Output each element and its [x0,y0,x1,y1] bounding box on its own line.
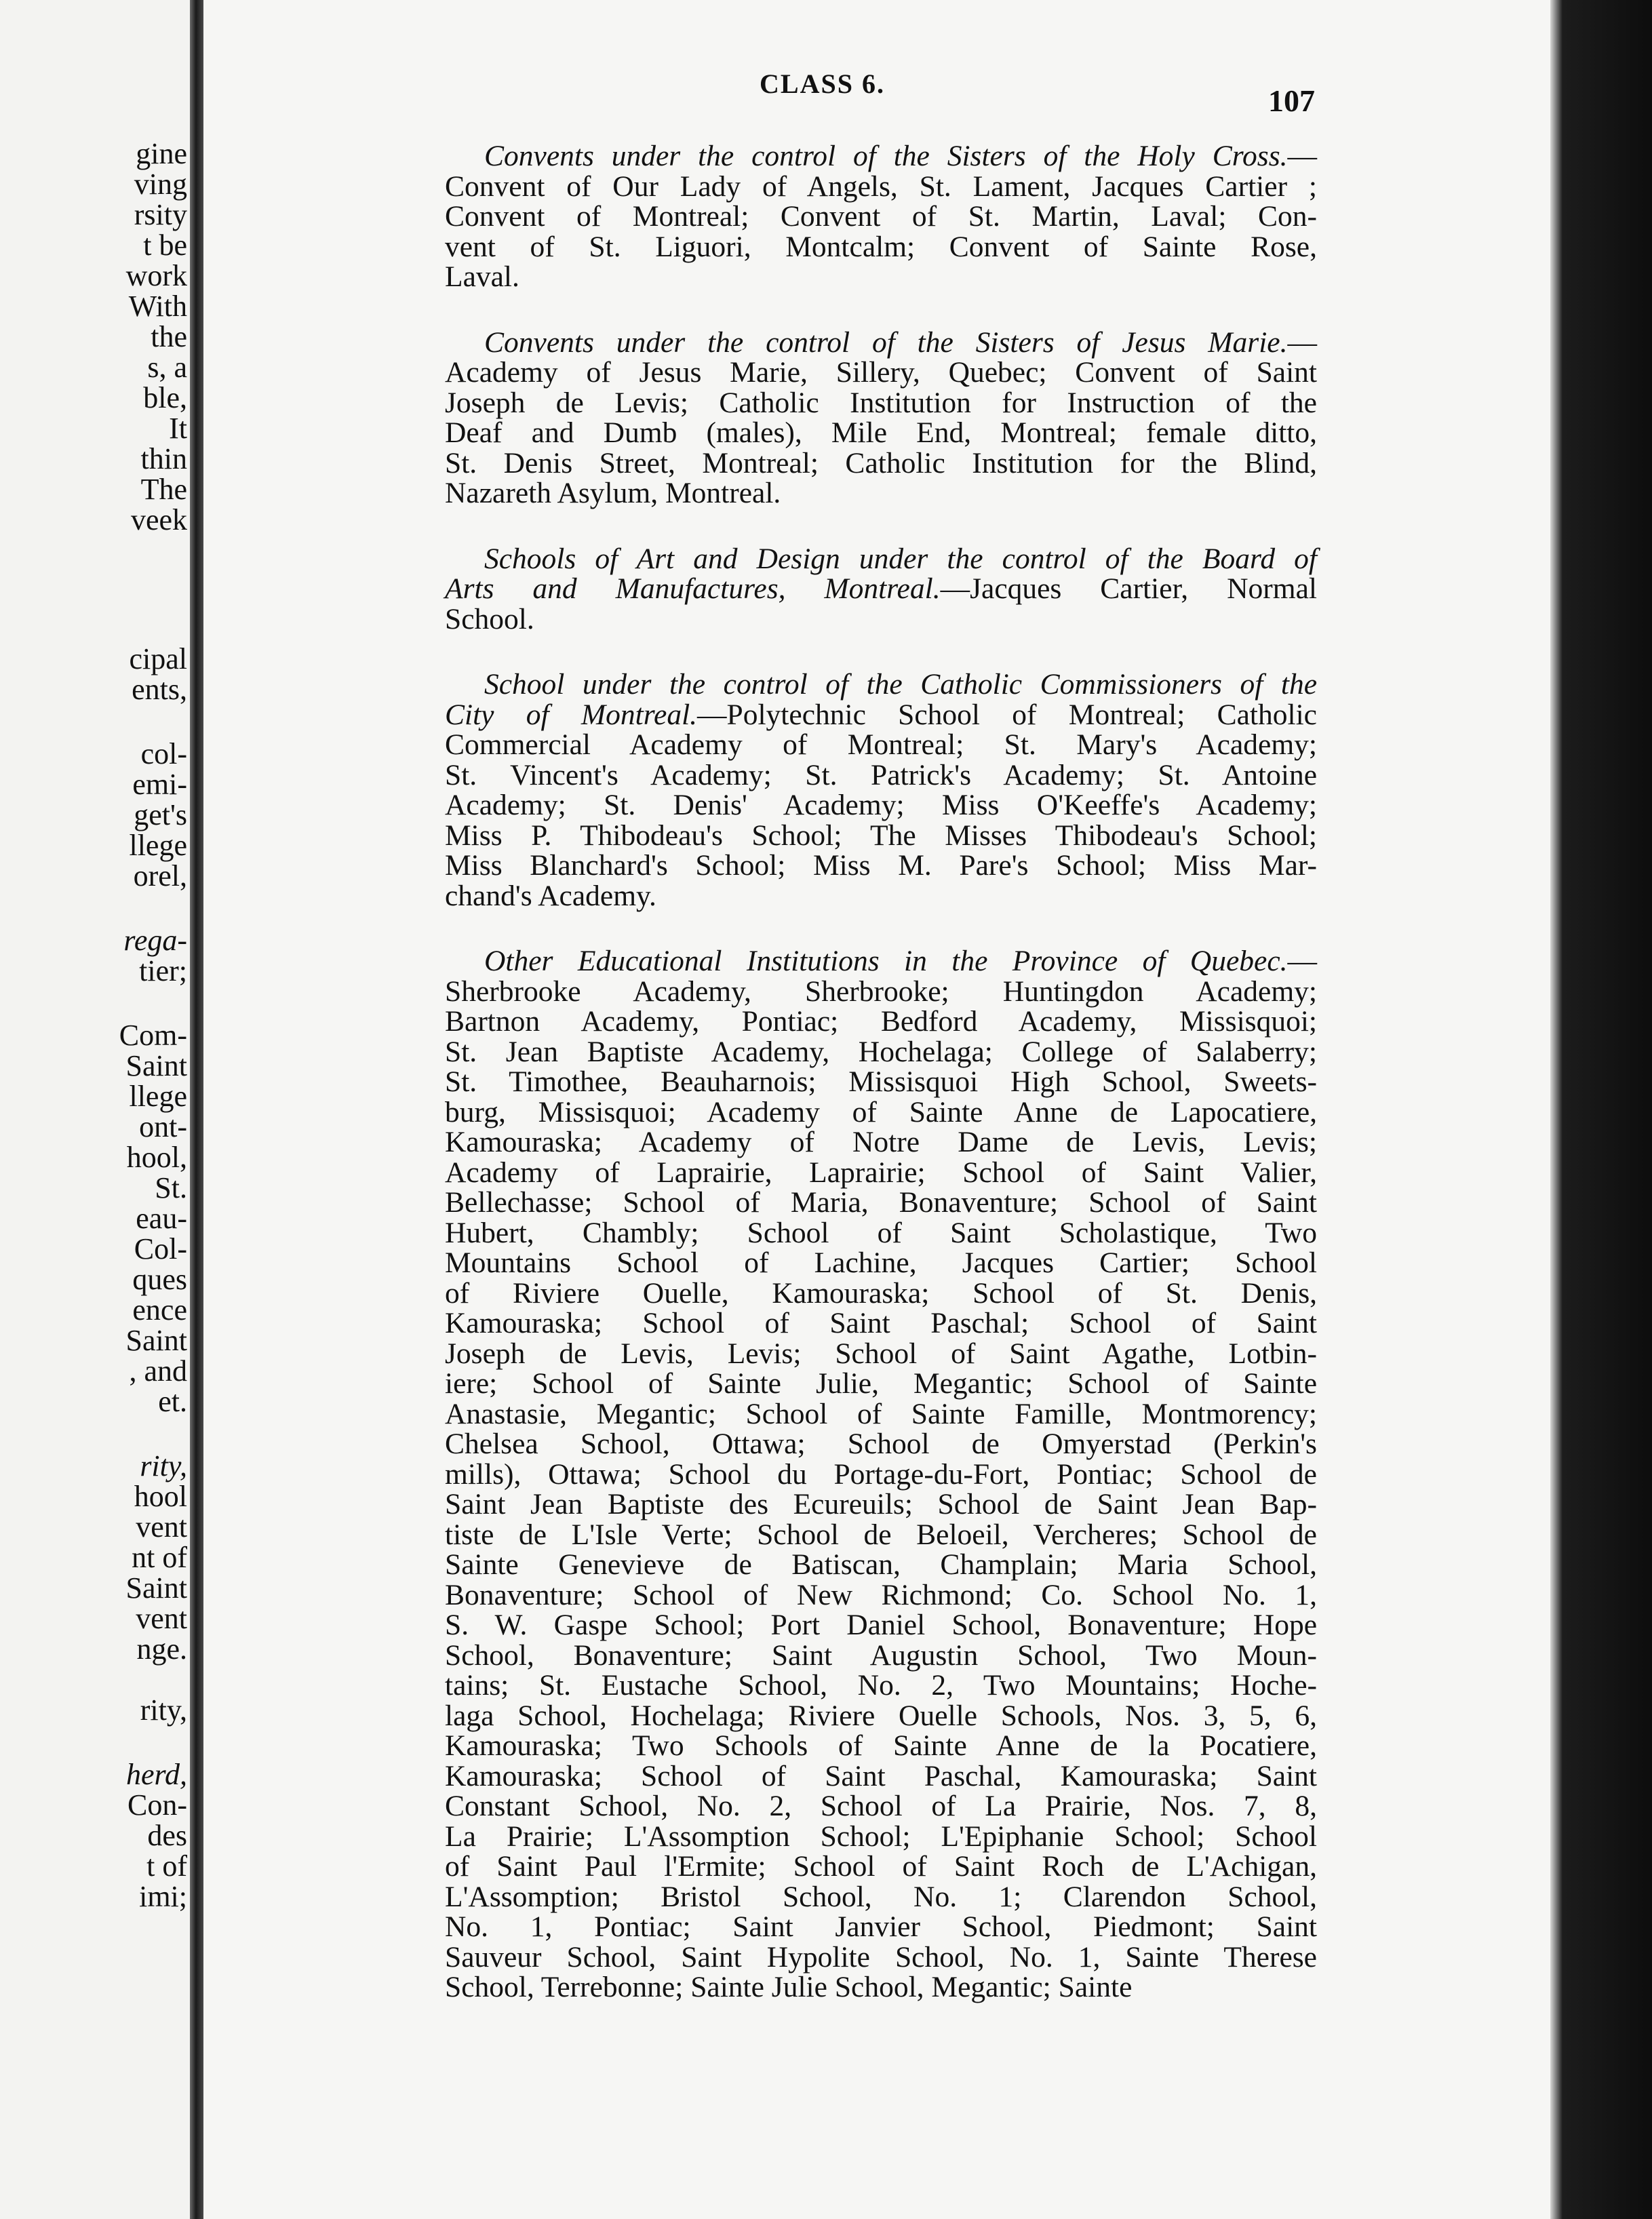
text-line [445,1580,1317,1611]
text-line [445,1037,1317,1067]
text-line [445,201,1317,232]
text-line [445,604,1317,635]
text-line [445,1248,1317,1278]
text-line [445,357,1317,388]
scan-edge [1550,0,1652,2219]
text-line [445,1731,1317,1761]
left-page-fragment: herd, [125,1758,187,1791]
text-line [445,262,1317,292]
line-text: Commercial Academy of Montreal; St. Mary's Academy; [445,728,1317,761]
left-page-fragment: rsity [134,198,187,231]
text-line [445,1127,1317,1158]
left-page-fragment: nge. [136,1632,187,1666]
left-page-fragment: vent [136,1510,187,1544]
line-text: of Riviere Ouelle, Kamouraska; School of St. Denis, [445,1276,1317,1310]
left-page-fragment: eau- [136,1202,187,1235]
line-text: —Jacques Cartier, Normal [940,572,1317,605]
text-line [445,388,1317,418]
text-line [445,172,1317,202]
line-text: Convent of Montreal; Convent of St. Martin, Laval; Con- [445,200,1317,233]
left-page-fragment: hool, [126,1141,187,1174]
line-text: laga School, Hochelaga; Riviere Ouelle Schools, Nos. 3, 5, 6, [445,1699,1317,1732]
left-page-fragment: Saint [125,1571,187,1605]
left-page-fragment: nt of [132,1541,187,1574]
line-text: Sherbrooke Academy, Sherbrooke; Huntingdon Academy; [445,975,1317,1008]
text-line [445,1308,1317,1339]
line-text: School. [445,602,534,635]
text-line [445,1006,1317,1037]
line-text: —Polytechnic School of Montreal; Catholic [697,698,1317,731]
left-page-fragment: s, a [147,351,187,384]
line-text: Bellechasse; School of Maria, Bonaventure; School of Saint [445,1186,1317,1219]
line-text: Saint Jean Baptiste des Ecureuils; School de Saint Jean Bap- [445,1488,1317,1520]
text-line [445,1187,1317,1218]
line-text: Academy of Laprairie, Laprairie; School of Saint Valier, [445,1156,1317,1189]
line-text: burg, Missisquoi; Academy of Sainte Anne de Lapocatiere, [445,1095,1317,1128]
line-text: Kamouraska; School of Saint Paschal, Kamouraska; Saint [445,1759,1317,1792]
left-page-fragment: rity, [140,1449,187,1482]
line-text: Kamouraska; Two Schools of Sainte Anne de la Pocatiere, [445,1729,1317,1762]
left-page-fragment: ving [134,168,187,201]
line-text: S. W. Gaspe School; Port Daniel School, Bonaventure; Hope [445,1609,1317,1641]
left-page-fragment: St. [155,1171,187,1204]
text-line [445,478,1317,509]
text-line [445,1972,1317,2003]
text-line [445,1942,1317,1973]
left-page-fragment: emi- [132,768,187,801]
text-line [445,881,1317,911]
text-line [445,1701,1317,1731]
line-text: Sauveur School, Saint Hypolite School, No. 1, Sainte Therese [445,1940,1317,1973]
text-line [445,850,1317,881]
line-text: No. 1, Pontiac; Saint Janvier School, Piedmont; Saint [445,1910,1317,1943]
paragraph-sisters-jesus-marie [445,328,1317,509]
line-text: Academy of Jesus Marie, Sillery, Quebec; Convent of Saint [445,356,1317,389]
text-line [445,821,1317,851]
line-text: Kamouraska; Academy of Notre Dame de Levis, Levis; [445,1126,1317,1158]
line-text: of Saint Paul l'Ermite; School of Saint Roch de L'Achigan, [445,1850,1317,1883]
text-line [445,1369,1317,1399]
left-page-fragment: gine [136,137,187,170]
line-text: Nazareth Asylum, Montreal. [445,477,781,509]
text-line [445,1489,1317,1520]
paragraph-sisters-holy-cross [445,141,1317,292]
left-page-fragment: Saint [125,1324,187,1357]
line-text: vent of St. Liguori, Montcalm; Convent of Sainte Rose, [445,230,1317,263]
section-heading: Arts and Manufactures, Montreal. [445,572,941,605]
left-page-fragment: llege [129,829,187,862]
line-text: Miss Blanchard's School; Miss M. Pare's School; Miss Mar- [445,849,1317,882]
left-page-fragment: It [169,412,187,445]
text-line [445,1912,1317,1942]
text-line [445,418,1317,448]
line-text: Bonaventure; School of New Richmond; Co. School No. 1, [445,1578,1317,1611]
paragraph-art-design-schools [445,544,1317,635]
line-text: tiste de L'Isle Verte; School de Beloeil, Vercheres; School de [445,1518,1317,1551]
left-page-fragment: ents, [132,673,187,706]
text-line [445,574,1317,604]
left-page-fragment: ques [132,1263,187,1296]
section-heading: School under the control of the Catholic Commissioners of the [484,668,1317,701]
text-line [445,730,1317,760]
left-page-fragment: work [125,259,187,292]
left-page-fragment: des [147,1819,187,1852]
text-line [445,1550,1317,1580]
left-page-fragment: t of [146,1849,187,1883]
left-page-fragment: rega- [123,924,187,957]
line-text: chand's Academy. [445,879,656,912]
text-line [445,1822,1317,1852]
left-page-fragment: tier; [139,954,187,987]
section-heading: Other Educational Institutions in the Province of Quebec. [484,945,1288,977]
book-gutter [190,0,203,2219]
left-page-fragment: Saint [125,1049,187,1082]
left-page-fragment: ble, [143,381,187,414]
section-heading: Schools of Art and Design under the control of the Board of [484,542,1317,575]
text-line [445,1097,1317,1128]
text-line [445,1610,1317,1641]
text-line [445,1339,1317,1369]
line-text: Joseph de Levis; Catholic Institution for Instruction of the [445,386,1317,419]
page-number: 107 [1268,83,1315,118]
line-text: Anastasie, Megantic; School of Sainte Famille, Montmorency; [445,1397,1317,1430]
text-line [445,232,1317,262]
text-line [445,790,1317,821]
left-page-fragment: cipal [129,642,187,675]
left-page-fragment: ence [132,1293,187,1327]
left-page-edge [0,0,190,2219]
line-text: Constant School, No. 2, School of La Prairie, Nos. 7, 8, [445,1790,1317,1822]
text-line [445,1067,1317,1097]
left-page-fragment: ont- [139,1110,187,1143]
text-line [445,544,1317,574]
text-line [445,1158,1317,1188]
text-line [445,1638,1317,1672]
left-page-fragment: , and [129,1354,187,1388]
line-text: iere; School of Sainte Julie, Megantic; School of Sainte [445,1367,1317,1400]
text-line [445,1670,1317,1701]
line-text: — [1287,140,1317,172]
text-line [445,1459,1317,1490]
text-line [445,1882,1317,1912]
line-text: School, Terrebonne; Sainte Julie School, Megantic; Sainte [445,1971,1133,2003]
line-text: Kamouraska; School of Saint Paschal; School of Saint [445,1307,1317,1339]
text-line [445,1399,1317,1430]
left-page-fragment: thin [140,442,187,475]
left-page-fragment: With [128,290,187,323]
text-line [445,946,1317,977]
text-line [445,141,1317,172]
line-text: Hubert, Chambly; School of Saint Scholastique, Two [445,1216,1317,1249]
line-text: Deaf and Dumb (males), Mile End, Montreal; female ditto, [445,416,1317,449]
line-text: St. Vincent's Academy; St. Patrick's Academy; St. Antoine [445,758,1317,791]
line-text: Sainte Genevieve de Batiscan, Champlain; Maria School, [445,1548,1317,1581]
line-text: Chelsea School, Ottawa; School de Omyerstad (Perkin's [445,1428,1317,1460]
line-text: — [1287,945,1317,977]
text-line [445,669,1317,700]
text-line [445,1851,1317,1882]
paragraph-catholic-commissioners [445,669,1317,911]
section-heading: City of Montreal. [445,698,698,731]
line-text: Laval. [445,260,519,293]
text-line [445,1218,1317,1249]
line-text: St. Timothee, Beauharnois; Missisquoi High School, Sweets- [445,1065,1317,1098]
text-line [445,700,1317,730]
text-line [445,1429,1317,1459]
line-text: — [1287,326,1317,359]
line-text: mills), Ottawa; School du Portage-du-Fort, Pontiac; School de [445,1457,1317,1491]
left-page-fragment: get's [134,798,187,831]
page-body [445,141,1317,2038]
text-line [445,977,1317,1007]
line-text: Academy; St. Denis' Academy; Miss O'Keeffe's Academy; [445,789,1317,821]
left-page-fragment: imi; [139,1880,187,1913]
text-line [445,1761,1317,1792]
text-line [445,760,1317,791]
left-page-fragment: vent [136,1602,187,1635]
left-page-fragment: Col- [134,1232,187,1265]
section-heading: Convents under the control of the Sisters of the Holy Cross. [484,140,1288,172]
line-text: Miss P. Thibodeau's School; The Misses Thibodeau's School; [445,819,1317,852]
left-page-fragment: the [151,320,187,353]
line-text: tains; St. Eustache School, No. 2, Two Mountains; Hoche- [445,1669,1317,1702]
left-page-fragment: veek [130,503,187,536]
line-text: School, Bonaventure; Saint Augustin School, Two Moun- [445,1638,1317,1672]
line-text: L'Assomption; Bristol School, No. 1; Clarendon School, [445,1880,1317,1913]
left-page-fragment: Com- [119,1019,187,1052]
left-page-fragment: t be [143,229,187,262]
line-text: Mountains School of Lachine, Jacques Cartier; School [445,1246,1317,1279]
text-line [445,1278,1317,1309]
text-line [445,448,1317,479]
text-line [445,328,1317,358]
line-text: Bartnon Academy, Pontiac; Bedford Academy, Missisquoi; [445,1005,1317,1038]
left-page-fragment: orel, [133,859,187,892]
line-text: St. Jean Baptiste Academy, Hochelaga; College of Salaberry; [445,1035,1317,1068]
left-page-fragment: llege [129,1080,187,1113]
text-line [445,1791,1317,1822]
left-page-fragment: rity, [140,1693,187,1727]
left-page-fragment: Con- [127,1788,187,1822]
line-text: Convent of Our Lady of Angels, St. Lament, Jacques Cartier ; [445,170,1317,203]
line-text: La Prairie; L'Assomption School; L'Epiphanie School; School [445,1820,1317,1853]
left-page-fragment: The [140,473,187,506]
paragraph-other-institutions [445,946,1317,2003]
running-header: CLASS 6. [760,68,885,99]
left-page-fragment: col- [140,737,187,770]
line-text: St. Denis Street, Montreal; Catholic Institution for the Blind, [445,446,1317,479]
section-heading: Convents under the control of the Sisters of Jesus Marie. [484,326,1288,359]
left-page-fragment: et. [158,1385,187,1418]
left-page-fragment: hool [134,1480,187,1513]
text-line [445,1520,1317,1550]
line-text: Joseph de Levis, Levis; School of Saint Agathe, Lotbin- [445,1337,1317,1370]
